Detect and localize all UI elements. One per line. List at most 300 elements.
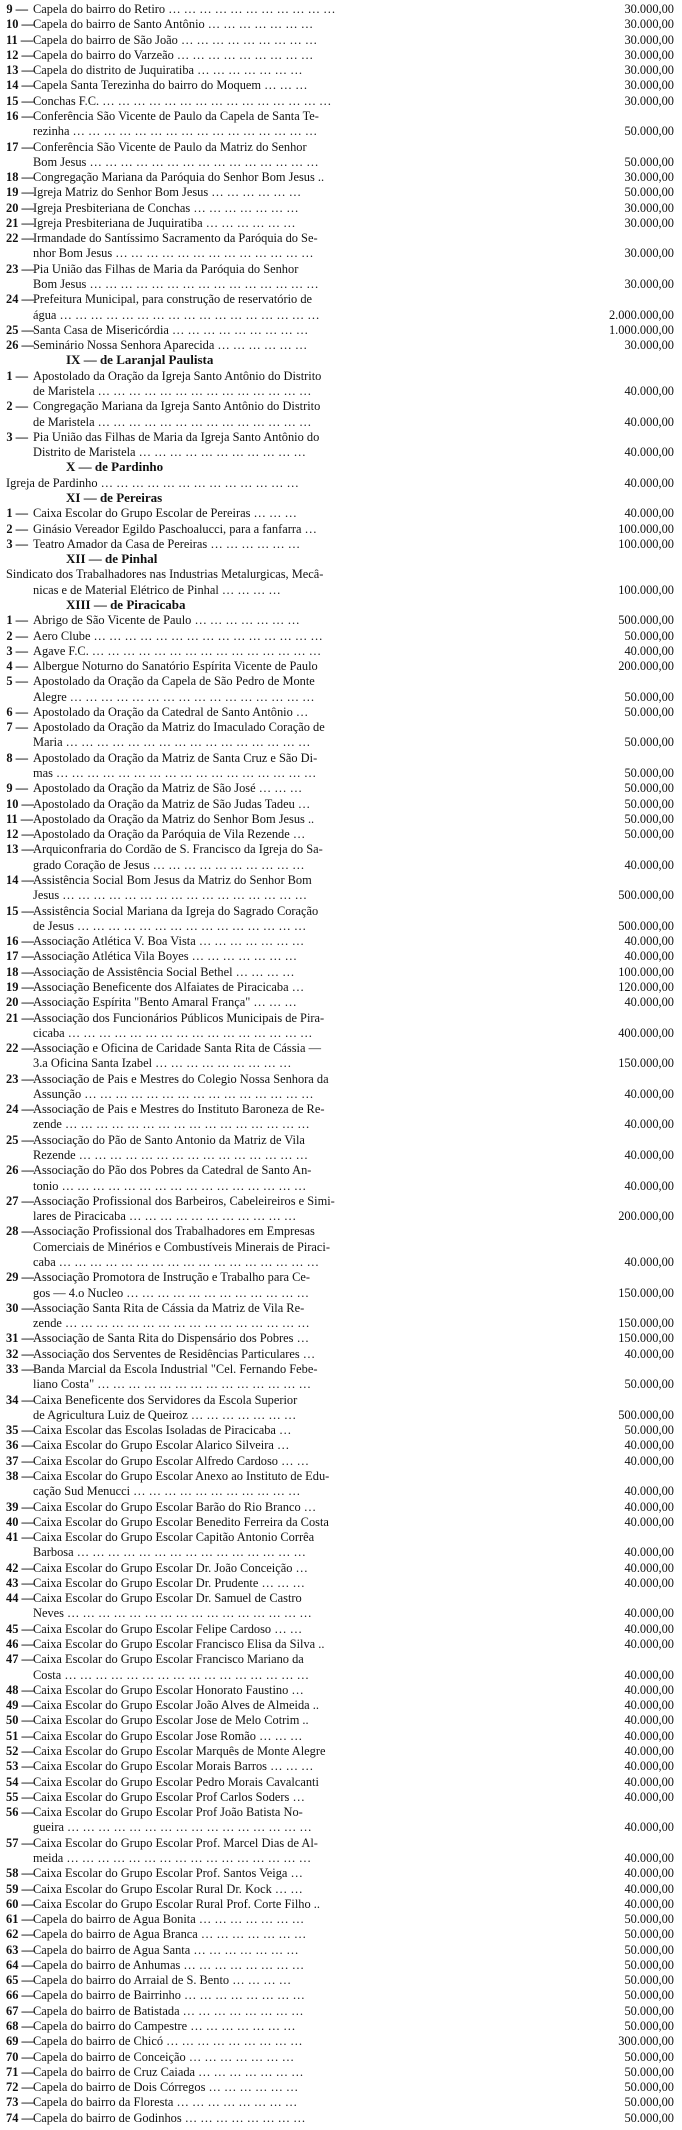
list-row: [6, 812, 678, 826]
list-row: [6, 766, 678, 780]
list-row: [6, 1209, 678, 1223]
row-number: 3 —: [6, 643, 28, 658]
row-amount: 40.000,00: [624, 1667, 674, 1682]
row-text: Caixa Escolar do Grupo Escolar Prof João Batista No-: [33, 1805, 303, 1820]
row-text: Congregação Mariana da Igreja Santo Antônio do Distrito: [33, 399, 321, 414]
list-row: [6, 277, 678, 291]
row-text: Capela do bairro do Campestre … … … … … … …: [33, 2019, 296, 2034]
row-number: 2 —: [6, 521, 28, 536]
row-number: 29 —: [6, 1270, 34, 1285]
row-amount: 40.000,00: [624, 1637, 674, 1652]
list-row: [6, 781, 678, 795]
row-number: 30 —: [6, 1300, 34, 1315]
list-row: [6, 2095, 678, 2109]
row-text: Caixa Escolar do Grupo Escolar Jose de Melo Cotrim ..: [33, 1713, 309, 1728]
row-number: 32 —: [6, 1346, 34, 1361]
row-amount: 50.000,00: [624, 154, 674, 169]
row-text: Caixa Escolar do Grupo Escolar Capitão Antonio Corrêa: [33, 1530, 315, 1545]
list-row: [6, 78, 678, 92]
list-row: [6, 735, 678, 749]
row-amount: 50.000,00: [624, 2003, 674, 2018]
row-amount: 50.000,00: [624, 1423, 674, 1438]
row-amount: 50.000,00: [624, 811, 674, 826]
row-number: 70 —: [6, 2049, 34, 2064]
list-row: [6, 1438, 678, 1452]
row-amount: 500.000,00: [618, 613, 674, 628]
row-text: Apostolado da Oração da Catedral de Santo Antônio …: [33, 704, 309, 719]
list-row: [6, 1576, 678, 1590]
row-text: caba … … … … … … … … … … … … … … … … …: [33, 1255, 319, 1269]
row-amount: 40.000,00: [624, 1178, 674, 1193]
list-row: [6, 1347, 678, 1361]
row-amount: 40.000,00: [624, 1484, 674, 1499]
row-text: Congregação Mariana da Paróquia do Senhor Bom Jesus ..: [33, 170, 325, 185]
row-number: 16 —: [6, 934, 34, 949]
list-row: [6, 124, 678, 138]
row-amount: 50.000,00: [624, 2049, 674, 2064]
row-text: gos — 4.o Nucleo … … … … … … … … … … … …: [33, 1285, 310, 1300]
row-amount: 100.000,00: [618, 536, 674, 551]
row-number: 67 —: [6, 2003, 34, 2018]
row-amount: 150.000,00: [618, 1331, 674, 1346]
row-text: Associação do Pão dos Pobres da Catedral de Santo An-: [33, 1163, 312, 1178]
row-number: 43 —: [6, 1575, 34, 1590]
list-row: [6, 2019, 678, 2033]
row-text: Caixa Escolar do Grupo Escolar Dr. Samuel de Castro: [33, 1591, 302, 1606]
row-text: meida … … … … … … … … … … … … … … … …: [33, 1850, 312, 1865]
row-text: Caixa Escolar do Grupo Escolar Prof. Santos Veiga …: [33, 1866, 303, 1881]
row-amount: 120.000,00: [618, 979, 674, 994]
list-row: [6, 506, 678, 520]
row-text: Apostolado da Oração da Matriz de São José … … …: [33, 781, 303, 796]
list-row: [6, 1866, 678, 1880]
row-amount: 30.000,00: [624, 93, 674, 108]
row-text: nicas e de Material Elétrico de Pinhal … … … …: [33, 582, 281, 597]
row-amount: 50.000,00: [624, 796, 674, 811]
list-row: [6, 170, 678, 184]
list-row: [6, 1301, 678, 1315]
list-row: [6, 827, 678, 841]
row-amount: 50.000,00: [624, 689, 674, 704]
row-amount: 200.000,00: [618, 659, 674, 674]
row-text: Caixa Escolar do Grupo Escolar Francisco Elisa da Silva ..: [33, 1637, 325, 1652]
list-row: [6, 94, 678, 108]
row-amount: 40.000,00: [624, 1743, 674, 1758]
list-row: [6, 1087, 678, 1101]
row-text: Associação Atlética V. Boa Vista … … … … … … …: [33, 934, 305, 949]
row-text: Igreja Presbiteriana de Juquiratiba … … … … … …: [33, 215, 296, 230]
row-number: 48 —: [6, 1682, 34, 1697]
list-row: [6, 1713, 678, 1727]
list-row: [6, 2111, 678, 2125]
row-text: Associação Espírita "Bento Amaral França" … … …: [33, 995, 297, 1010]
row-amount: 40.000,00: [624, 1346, 674, 1361]
row-text: gueira … … … … … … … … … … … … … … … …: [33, 1820, 312, 1835]
list-row: [6, 2034, 678, 2048]
row-amount: 30.000,00: [624, 170, 674, 185]
row-amount: 50.000,00: [624, 2080, 674, 2095]
row-number: 65 —: [6, 1973, 34, 1988]
row-text: Agave F.C. … … … … … … … … … … … … … … …: [33, 643, 322, 658]
row-text: de Agricultura Luiz de Queiroz … … … … … … …: [33, 1407, 297, 1422]
row-number: 40 —: [6, 1514, 34, 1529]
row-amount: 40.000,00: [624, 1575, 674, 1590]
row-number: 23 —: [6, 1071, 34, 1086]
row-text: Associação dos Serventes de Residências Particulares …: [33, 1346, 316, 1361]
row-text: de Jesus … … … … … … … … … … … … … … …: [33, 918, 307, 933]
row-amount: 30.000,00: [624, 246, 674, 261]
row-text: XI — de Pereiras: [66, 490, 163, 505]
row-text: Albergue Noturno do Sanatório Espírita Vicente de Paulo: [33, 659, 318, 674]
list-row: [6, 1423, 678, 1437]
row-text: Associação e Oficina de Caridade Santa Rita de Cássia —: [33, 1041, 321, 1056]
row-text: Maria … … … … … … … … … … … … … … … …: [33, 735, 311, 750]
row-text: Caixa Escolar do Grupo Escolar de Pereiras … … …: [33, 506, 297, 521]
row-amount: 50.000,00: [624, 1988, 674, 2003]
row-amount: 150.000,00: [618, 1056, 674, 1071]
row-number: 15 —: [6, 93, 34, 108]
row-amount: 400.000,00: [618, 1025, 674, 1040]
list-row: [6, 1973, 678, 1987]
row-text: Caixa Escolar do Grupo Escolar Jose Romão … … …: [33, 1728, 303, 1743]
section-heading: [6, 598, 678, 612]
row-text: Associação Profissional dos Barbeiros, Cabeleireiros e Simi-: [33, 1193, 335, 1208]
list-row: [6, 476, 678, 490]
row-amount: 1.000.000,00: [608, 322, 674, 337]
list-row: [6, 1179, 678, 1193]
row-text: Abrigo de São Vicente de Paulo … … … … … … …: [33, 613, 300, 628]
row-text: Caixa Escolar do Grupo Escolar Felipe Cardoso … …: [33, 1621, 303, 1636]
row-amount: 50.000,00: [624, 2095, 674, 2110]
row-number: 20 —: [6, 200, 34, 215]
row-number: 1 —: [6, 613, 28, 628]
row-text: Associação dos Funcionários Públicos Municipais de Pira-: [33, 1010, 325, 1025]
row-text: Capela do bairro de Chicó … … … … … … … … …: [33, 2034, 303, 2049]
row-text: Capela do bairro de Dois Córregos … … … … … …: [33, 2080, 299, 2095]
row-number: 50 —: [6, 1713, 34, 1728]
row-amount: 40.000,00: [624, 1453, 674, 1468]
list-row: [6, 980, 678, 994]
list-row: [6, 1026, 678, 1040]
row-text: Caixa Escolar do Grupo Escolar João Alves de Almeida ..: [33, 1698, 319, 1713]
row-text: Caixa Escolar do Grupo Escolar Dr. Prudente … … …: [33, 1575, 305, 1590]
list-row: [6, 1270, 678, 1284]
row-text: Caixa Escolar do Grupo Escolar Rural Prof. Corte Filho ..: [33, 1896, 320, 1911]
row-text: Caixa Escolar do Grupo Escolar Anexo ao Instituto de Edu-: [33, 1468, 330, 1483]
row-text: Aero Clube … … … … … … … … … … … … … … …: [33, 628, 323, 643]
row-amount: 100.000,00: [618, 582, 674, 597]
row-amount: 40.000,00: [624, 1682, 674, 1697]
list-row: [6, 1759, 678, 1773]
row-amount: 150.000,00: [618, 1316, 674, 1331]
row-amount: 40.000,00: [624, 1789, 674, 1804]
row-text: de Maristela … … … … … … … … … … … … … …: [33, 384, 312, 398]
row-number: 36 —: [6, 1438, 34, 1453]
row-amount: 200.000,00: [618, 1209, 674, 1224]
row-text: Capela do bairro de Batistada … … … … … … … …: [33, 2003, 304, 2018]
row-amount: 2.000.000,00: [608, 307, 674, 322]
row-amount: 30.000,00: [624, 200, 674, 215]
row-number: 22 —: [6, 1041, 34, 1056]
list-row: [6, 1606, 678, 1620]
row-text: Capela do bairro do Retiro … … … … … … … … … … …: [33, 2, 336, 16]
row-number: 19 —: [6, 979, 34, 994]
list-row: [6, 888, 678, 902]
row-text: Apostolado da Oração da Igreja Santo Antônio do Distrito: [33, 368, 322, 383]
list-row: [6, 109, 678, 123]
row-amount: 40.000,00: [624, 1514, 674, 1529]
list-row: [6, 308, 678, 322]
list-row: [6, 659, 678, 673]
row-text: Sindicato dos Trabalhadores nas Industrias Metalurgicas, Mecâ-: [6, 567, 324, 582]
list-row: [6, 399, 678, 413]
list-row: [6, 2050, 678, 2064]
row-amount: 40.000,00: [624, 1820, 674, 1835]
row-amount: 40.000,00: [624, 1086, 674, 1101]
row-number: 13 —: [6, 842, 34, 857]
row-text: Apostolado da Oração da Matriz de São Judas Tadeu …: [33, 796, 311, 811]
row-text: Capela Santa Terezinha do bairro do Moquem … … …: [33, 78, 308, 93]
list-row: [6, 1377, 678, 1391]
row-text: Caixa Escolar do Grupo Escolar Barão do Rio Branco …: [33, 1499, 317, 1514]
list-row: [6, 445, 678, 459]
row-text: Capela do bairro de Godinhos … … … … … … … …: [33, 2110, 306, 2125]
list-row: [6, 1194, 678, 1208]
row-amount: 50.000,00: [624, 827, 674, 842]
list-row: [6, 1240, 678, 1254]
list-row: [6, 1820, 678, 1834]
row-text: liano Costa" … … … … … … … … … … … … … …: [33, 1377, 311, 1392]
list-row: [6, 1148, 678, 1162]
list-row: [6, 873, 678, 887]
row-amount: 30.000,00: [624, 32, 674, 47]
row-amount: 50.000,00: [624, 1377, 674, 1392]
section-heading: [6, 353, 678, 367]
row-text: Caixa Escolar do Grupo Escolar Francisco Mariano da: [33, 1652, 304, 1667]
row-text: Bom Jesus … … … … … … … … … … … … … … …: [33, 154, 319, 169]
list-row: [6, 1897, 678, 1911]
list-row: [6, 1790, 678, 1804]
row-text: Igreja Presbiteriana de Conchas … … … … … … …: [33, 200, 299, 215]
row-amount: 50.000,00: [624, 1957, 674, 1972]
row-amount: 40.000,00: [624, 384, 674, 398]
list-row: [6, 949, 678, 963]
list-row: [6, 1454, 678, 1468]
list-row: [6, 415, 678, 429]
row-text: de Maristela … … … … … … … … … … … … … …: [33, 414, 312, 429]
row-number: 59 —: [6, 1881, 34, 1896]
row-amount: 40.000,00: [624, 949, 674, 964]
list-row: [6, 1698, 678, 1712]
row-number: 3 —: [6, 429, 28, 444]
row-amount: 40.000,00: [624, 1255, 674, 1269]
row-text: cicaba … … … … … … … … … … … … … … … …: [33, 1025, 313, 1040]
row-text: Apostolado da Oração da Paróquia de Vila Rezende …: [33, 827, 306, 842]
list-row: [6, 430, 678, 444]
row-text: Apostolado da Oração da Matriz do Senhor Bom Jesus ..: [33, 811, 315, 826]
list-row: [6, 1484, 678, 1498]
row-amount: 50.000,00: [624, 1973, 674, 1988]
row-text: Assunção … … … … … … … … … … … … … … …: [33, 1086, 314, 1101]
row-text: Associação Profissional dos Trabalhadores em Empresas: [33, 1224, 315, 1239]
row-text: Associação Santa Rita de Cássia da Matriz de Vila Re-: [33, 1300, 305, 1315]
row-text: Apostolado da Oração da Capela de São Pedro de Monte: [33, 674, 315, 689]
list-row: [6, 262, 678, 276]
list-row: [6, 1331, 678, 1345]
list-row: [6, 1561, 678, 1575]
row-text: Arquiconfraria do Cordão de S. Francisco da Igreja do Sa-: [33, 842, 323, 857]
row-number: 18 —: [6, 964, 34, 979]
row-amount: 40.000,00: [624, 857, 674, 872]
row-text: Assistência Social Mariana da Igreja do Sagrado Coração: [33, 903, 319, 918]
list-row: [6, 1683, 678, 1697]
list-row: [6, 1836, 678, 1850]
row-amount: 500.000,00: [618, 918, 674, 933]
row-text: água … … … … … … … … … … … … … … … … …: [33, 307, 320, 322]
row-text: zende … … … … … … … … … … … … … … … …: [33, 1316, 310, 1331]
row-amount: 40.000,00: [624, 643, 674, 658]
row-amount: 50.000,00: [624, 628, 674, 643]
row-number: 21 —: [6, 1010, 34, 1025]
row-text: Conferência São Vicente de Paulo da Capela de Santa Te-: [33, 108, 319, 123]
row-amount: 40.000,00: [624, 1545, 674, 1560]
list-row: [6, 522, 678, 536]
row-text: Capela do bairro de Anhumas … … … … … … … …: [33, 1957, 305, 1972]
row-amount: 40.000,00: [624, 934, 674, 949]
row-text: rezinha … … … … … … … … … … … … … … … …: [33, 124, 318, 139]
row-text: Igreja Matriz do Senhor Bom Jesus … … … … … …: [33, 185, 302, 200]
list-row: [6, 155, 678, 169]
list-row: [6, 1668, 678, 1682]
row-amount: 40.000,00: [624, 1117, 674, 1132]
row-amount: 50.000,00: [624, 1942, 674, 1957]
row-number: 19 —: [6, 185, 34, 200]
list-row: [6, 1286, 678, 1300]
row-number: 49 —: [6, 1698, 34, 1713]
row-amount: 50.000,00: [624, 185, 674, 200]
row-text: Conferência São Vicente de Paulo da Matriz do Senhor: [33, 139, 307, 154]
row-text: Apostolado da Oração da Matriz de Santa Cruz e São Di-: [33, 750, 318, 765]
row-number: 60 —: [6, 1896, 34, 1911]
row-text: Caixa Escolar do Grupo Escolar Dr. João Conceição …: [33, 1560, 308, 1575]
row-number: 62 —: [6, 1927, 34, 1942]
list-row: [6, 629, 678, 643]
row-number: 20 —: [6, 995, 34, 1010]
row-number: 10 —: [6, 17, 34, 32]
row-number: 26 —: [6, 1163, 34, 1178]
row-number: 55 —: [6, 1789, 34, 1804]
row-text: IX — de Laranjal Paulista: [66, 353, 214, 368]
row-number: 14 —: [6, 78, 34, 93]
list-row: [6, 1316, 678, 1330]
row-text: Associação Promotora de Instrução e Trabalho para Ce-: [33, 1270, 310, 1285]
row-text: Associação de Santa Rita do Dispensário dos Pobres …: [33, 1331, 309, 1346]
row-amount: 500.000,00: [618, 888, 674, 903]
list-row: [6, 1637, 678, 1651]
row-amount: 40.000,00: [624, 1148, 674, 1163]
row-amount: 40.000,00: [624, 414, 674, 429]
list-row: [6, 1255, 678, 1269]
row-amount: 50.000,00: [624, 766, 674, 781]
list-row: [6, 797, 678, 811]
row-number: 22 —: [6, 231, 34, 246]
row-number: 46 —: [6, 1637, 34, 1652]
row-text: Associação Atlética Vila Boyes … … … … … … …: [33, 949, 298, 964]
row-number: 39 —: [6, 1499, 34, 1514]
row-amount: 40.000,00: [624, 1866, 674, 1881]
row-number: 1 —: [6, 506, 28, 521]
list-row: [6, 965, 678, 979]
row-text: Distrito de Maristela … … … … … … … … … … …: [33, 445, 306, 460]
list-row: [6, 1500, 678, 1514]
row-text: Igreja de Pardinho … … … … … … … … … … … … …: [6, 475, 299, 490]
list-row: [6, 1882, 678, 1896]
row-number: 11 —: [6, 32, 34, 47]
row-text: XII — de Pinhal: [66, 552, 158, 567]
row-text: Bom Jesus … … … … … … … … … … … … … … …: [33, 277, 319, 292]
row-amount: 30.000,00: [624, 277, 674, 292]
row-number: 21 —: [6, 215, 34, 230]
row-text: Caixa Escolar do Grupo Escolar Honorato Faustino …: [33, 1682, 304, 1697]
row-number: 74 —: [6, 2110, 34, 2125]
row-number: 11 —: [6, 811, 34, 826]
row-text: Seminário Nossa Senhora Aparecida … … … … … …: [33, 338, 308, 353]
row-text: XIII — de Piracicaba: [66, 597, 186, 612]
row-amount: 40.000,00: [624, 1759, 674, 1774]
row-number: 26 —: [6, 338, 34, 353]
section-heading: [6, 552, 678, 566]
row-number: 72 —: [6, 2080, 34, 2095]
row-text: 3.a Oficina Santa Izabel … … … … … … … … …: [33, 1056, 292, 1071]
list-row: [6, 583, 678, 597]
row-text: Caixa Escolar do Grupo Escolar Morais Barros … … …: [33, 1759, 314, 1774]
list-row: [6, 33, 678, 47]
row-number: 13 —: [6, 63, 34, 78]
row-number: 34 —: [6, 1392, 34, 1407]
row-text: nhor Bom Jesus … … … … … … … … … … … … …: [33, 246, 314, 261]
row-number: 47 —: [6, 1652, 34, 1667]
row-amount: 50.000,00: [624, 704, 674, 719]
row-amount: 40.000,00: [624, 1606, 674, 1621]
row-number: 15 —: [6, 903, 34, 918]
row-number: 64 —: [6, 1957, 34, 1972]
list-row: [6, 1851, 678, 1865]
list-row: [6, 384, 678, 398]
row-text: Conchas F.C. … … … … … … … … … … … … … … …: [33, 93, 332, 108]
row-text: Rezende … … … … … … … … … … … … … … …: [33, 1148, 308, 1163]
row-text: Associação Beneficente dos Alfaiates de Piracicaba …: [33, 979, 305, 994]
row-number: 38 —: [6, 1468, 34, 1483]
list-row: [6, 292, 678, 306]
row-text: Caixa Escolar do Grupo Escolar Rural Dr. Kock … …: [33, 1881, 303, 1896]
row-amount: 50.000,00: [624, 2064, 674, 2079]
row-number: 37 —: [6, 1453, 34, 1468]
row-text: Associação de Pais e Mestres do Instituto Baroneza de Re-: [33, 1102, 325, 1117]
row-number: 69 —: [6, 2034, 34, 2049]
row-number: 42 —: [6, 1560, 34, 1575]
row-number: 53 —: [6, 1759, 34, 1774]
list-row: [6, 1056, 678, 1070]
row-number: 25 —: [6, 1132, 34, 1147]
list-row: [6, 1591, 678, 1605]
row-amount: 40.000,00: [624, 1621, 674, 1636]
list-row: [6, 1988, 678, 2002]
row-text: cação Sud Menucci … … … … … … … … … … …: [33, 1484, 301, 1499]
row-amount: 100.000,00: [618, 521, 674, 536]
row-number: 14 —: [6, 872, 34, 887]
row-text: Capela do bairro do Arraial de S. Bento … … … …: [33, 1973, 292, 1988]
row-text: Jesus … … … … … … … … … … … … … … … …: [33, 888, 307, 903]
